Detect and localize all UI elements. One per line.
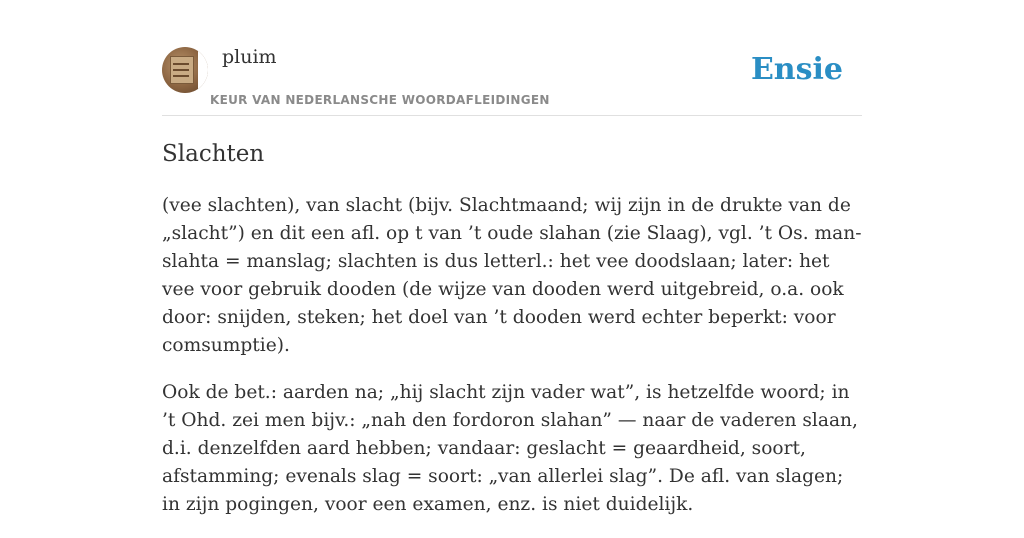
entry-paragraph: (vee slachten), van slacht (bijv. Slachtmaand; wij zijn in de drukte van de „slacht”) en dit een afl. op t van ’t oude slahan (zie Slaag), vgl. ’t Os. man-slahta = manslag; slachten is dus letterl.: het vee doodslaan; later: het vee voor gebruik dooden (de wijze van dooden werd uitgebreid, o.a. ook door: snijden, steken; het doel van ’t dooden werd echter beperkt: voor comsumptie).	[162, 195, 862, 356]
entry-paragraph: Ook de bet.: aarden na; „hij slacht zijn vader wat”, is hetzelfde woord; in ’t Ohd. zei men bijv.: „nah den fordoron slahan” — naar de vaderen slaan, d.i. denzelfden aard hebben; vandaar: geslacht = geaardheid, soort, afstamming; evenals slag = soort: „van allerlei slag”. De afl. van slagen; in zijn pogingen, voor een examen, enz. is niet duidelijk.	[162, 382, 858, 515]
entry-body	[162, 192, 862, 538]
entry-card	[162, 0, 862, 515]
brand-logo[interactable]: Ensie	[750, 52, 843, 87]
entry-header	[162, 0, 862, 116]
username[interactable]: pluim	[222, 46, 277, 68]
avatar[interactable]	[162, 47, 208, 93]
source-name[interactable]: KEUR VAN NEDERLANSCHE WOORDAFLEIDINGEN	[210, 93, 550, 107]
entry-title: Slachten	[162, 141, 265, 167]
avatar-crop	[198, 47, 208, 93]
avatar-detail	[173, 69, 189, 71]
avatar-detail	[173, 63, 189, 65]
avatar-detail	[173, 75, 189, 77]
